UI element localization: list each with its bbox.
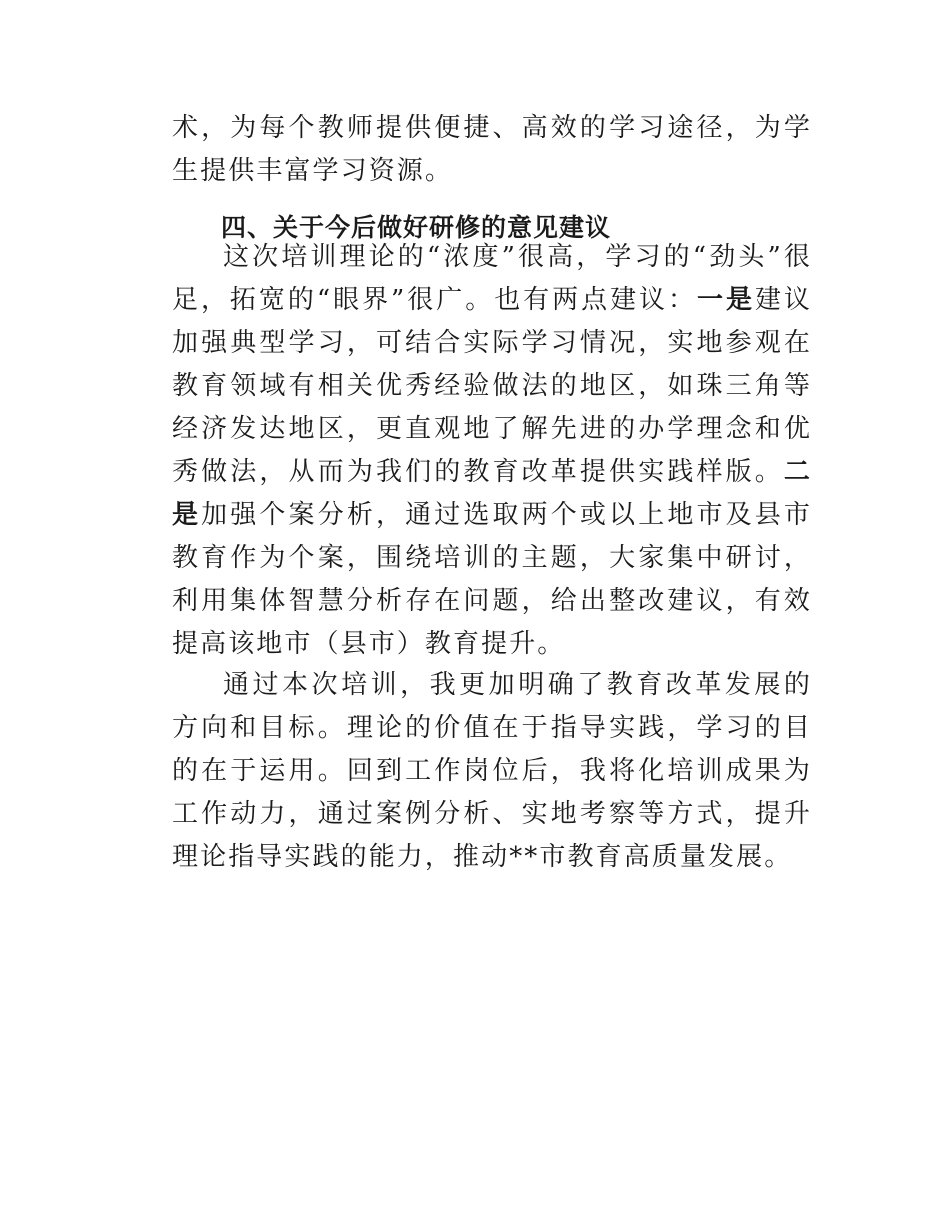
point1-marker: 一是 — [697, 285, 755, 315]
closing-paragraph: 通过本次培训，我更加明确了教育改革发展的方向和目标。理论的价值在于指导实践，学习的目的在于运用。回到工作岗位后，我将化培训成果为工作动力，通过案例分析、实地考察等方式，提升理论指导实践的能力，推动**市教育高质量发展。 — [172, 670, 812, 872]
suggestion-lead: 这次培训理论的“浓度”很高，学习的“劲头”很足，拓宽的“眼界”很广。也有两点建议： — [172, 242, 812, 315]
suggestion-paragraph — [172, 236, 812, 666]
section-heading: 四、关于今后做好研修的意见建议 — [221, 213, 612, 242]
intro-paragraph: 术，为每个教师提供便捷、高效的学习途径，为学生提供丰富学习资源。 — [172, 113, 812, 186]
point2-text: 加强个案分析，通过选取两个或以上地市及县市教育作为个案，围绕培训的主题，大家集中研讨，利用集体智慧分析存在问题，给出整改建议，有效提高该地市（县市）教育提升。 — [172, 500, 812, 659]
point1-text: 建议加强典型学习，可结合实际学习情况，实地参观在教育领域有相关优秀经验做法的地区，如珠三角等经济发达地区，更直观地了解先进的办学理念和优秀做法，从而为我们的教育改革提供实践样版。 — [172, 285, 813, 487]
point2-marker: 二是 — [172, 457, 812, 530]
